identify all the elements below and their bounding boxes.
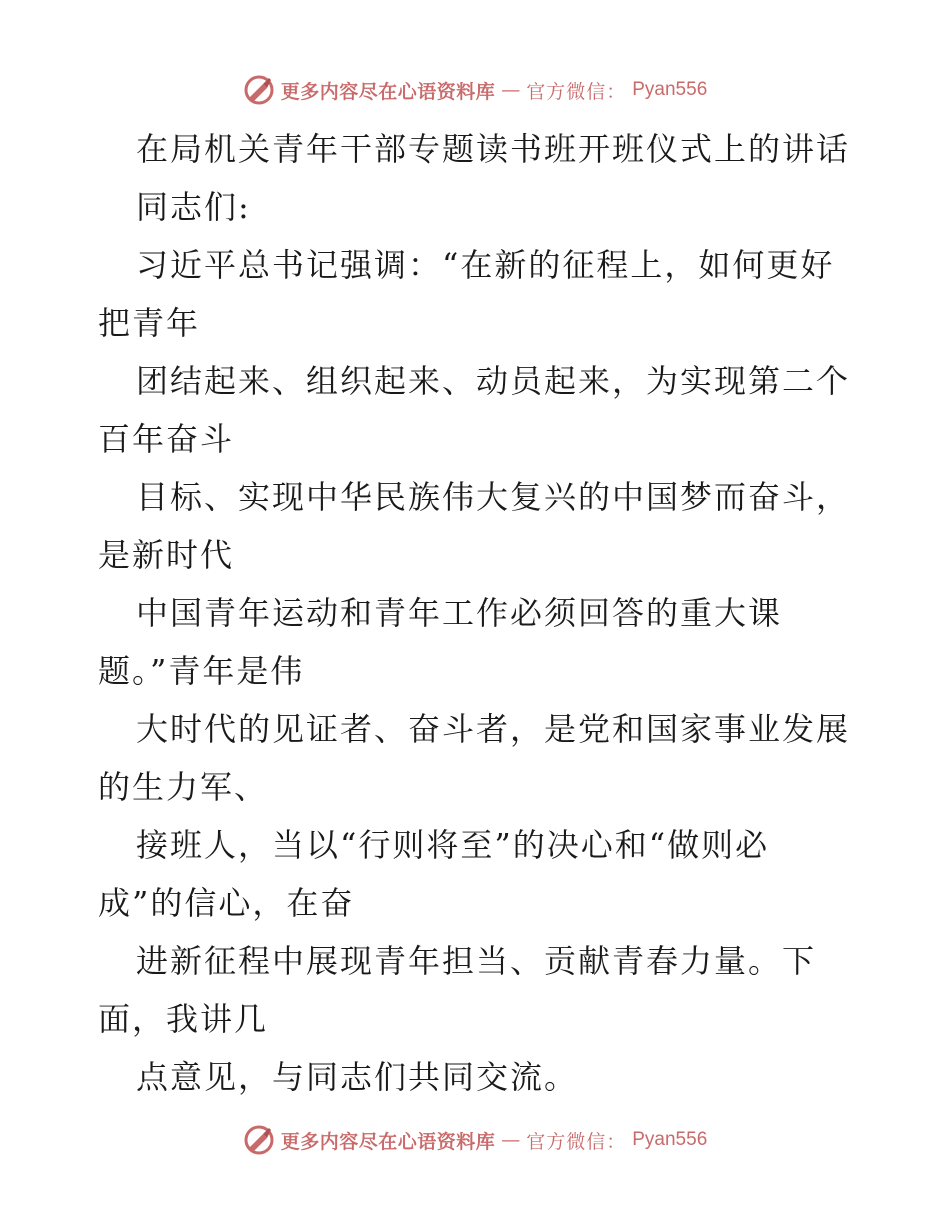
watermark-wechat-label: 官方微信： bbox=[526, 1130, 627, 1153]
document-line: 团结起来、组织起来、动员起来，为实现第二个 bbox=[136, 362, 851, 400]
document-line: 接班人，当以“行则将至”的决心和“做则必 bbox=[136, 826, 770, 864]
document-line: 点意见，与同志们共同交流。 bbox=[136, 1058, 579, 1096]
document-line: 是新时代 bbox=[98, 536, 235, 574]
watermark-main-text: 更多内容尽在心语资料库 bbox=[280, 1130, 496, 1153]
document-line: 习近平总书记强调：“在新的征程上，如何更好 bbox=[136, 246, 835, 284]
document-line: 面，我讲几 bbox=[98, 1000, 269, 1038]
document-body bbox=[98, 120, 858, 1106]
document-line: 百年奋斗 bbox=[98, 420, 235, 458]
document-line: 中国青年运动和青年工作必须回答的重大课 bbox=[136, 594, 783, 632]
watermark-wechat-id: Pyan556 bbox=[632, 1129, 708, 1150]
document-line: 题。”青年是伟 bbox=[98, 652, 305, 690]
document-line: 进新征程中展现青年担当、贡献青春力量。下 bbox=[136, 942, 817, 980]
footer-watermark bbox=[0, 1120, 950, 1160]
document-line: 在局机关青年干部专题读书班开班仪式上的讲话 bbox=[136, 130, 851, 168]
watermark-main-text: 更多内容尽在心语资料库 bbox=[280, 80, 496, 103]
watermark-wechat-label: 官方微信： bbox=[526, 80, 627, 103]
pen-logo-icon bbox=[243, 74, 275, 106]
watermark-dash: — bbox=[501, 79, 521, 101]
pen-logo-icon bbox=[243, 1124, 275, 1156]
document-line: 大时代的见证者、奋斗者，是党和国家事业发展 bbox=[136, 710, 851, 748]
document-line: 的生力军、 bbox=[98, 768, 269, 806]
document-line: 把青年 bbox=[98, 304, 201, 342]
document-line: 目标、实现中华民族伟大复兴的中国梦而奋斗， bbox=[136, 478, 851, 516]
document-line: 成”的信心，在奋 bbox=[98, 884, 355, 922]
document-line: 同志们: bbox=[136, 188, 251, 226]
watermark-dash: — bbox=[501, 1129, 521, 1151]
header-watermark bbox=[0, 70, 950, 110]
watermark-wechat-id: Pyan556 bbox=[632, 79, 708, 100]
